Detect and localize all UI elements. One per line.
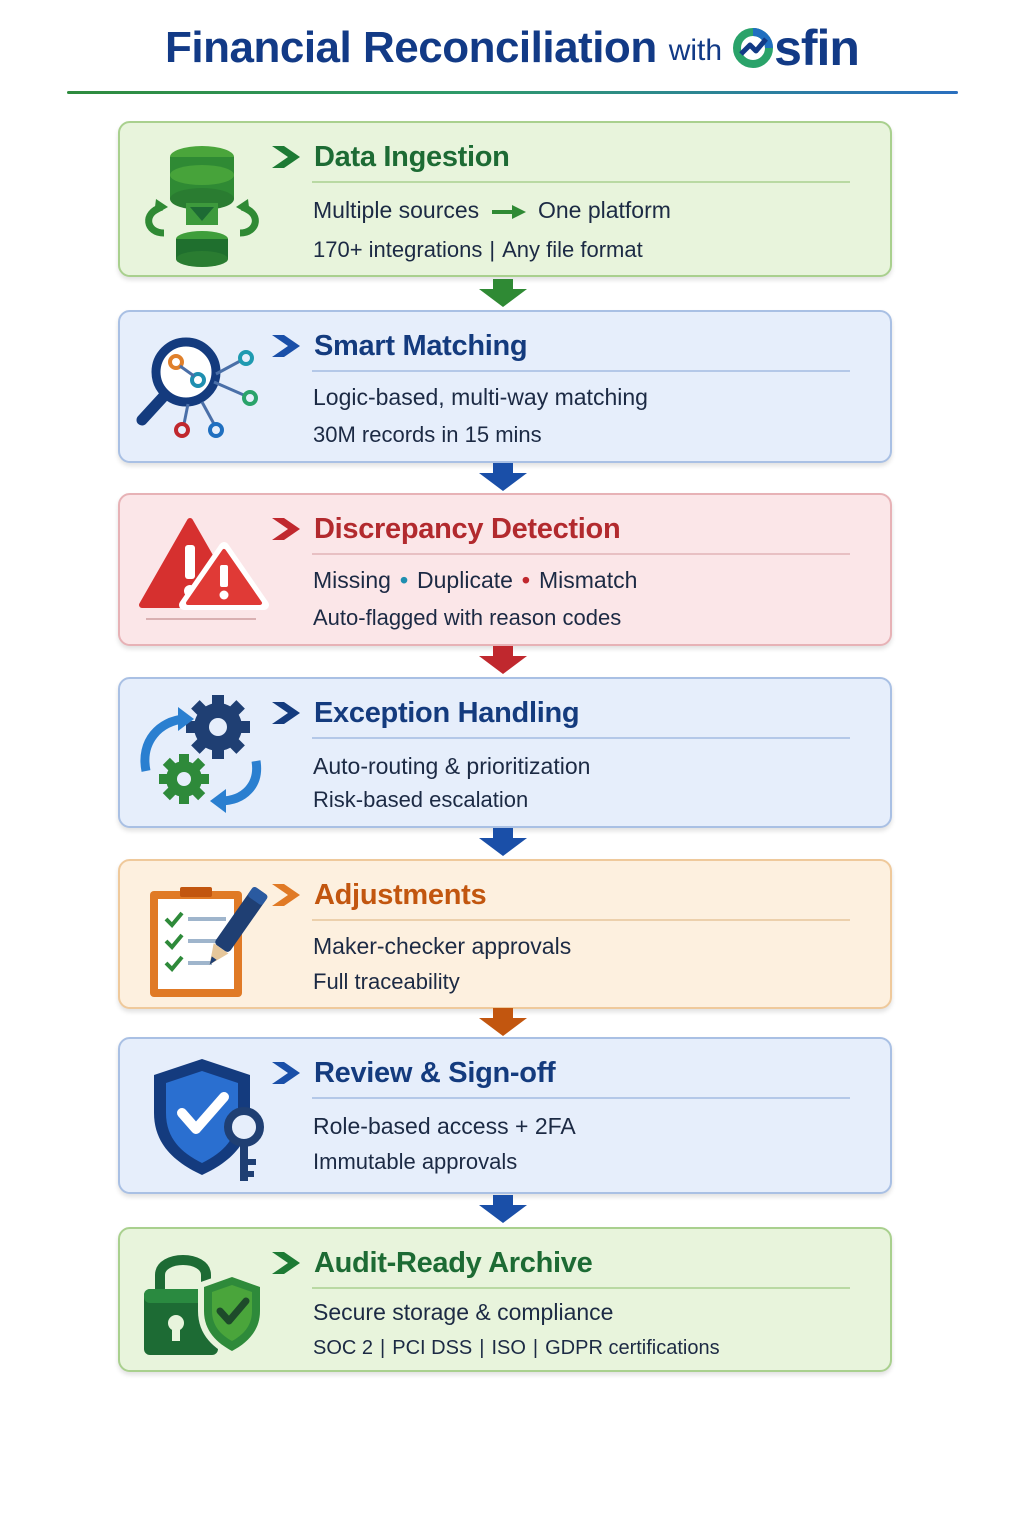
separator: | bbox=[380, 1337, 386, 1359]
chevron-right-icon bbox=[270, 144, 304, 170]
step-line-2 bbox=[313, 1337, 720, 1360]
step-title: Discrepancy Detection bbox=[314, 512, 621, 545]
flow-arrow-icon bbox=[475, 279, 531, 307]
step-smart-matching bbox=[118, 310, 892, 463]
flow-arrow-icon bbox=[475, 1008, 531, 1036]
header-divider bbox=[67, 91, 958, 94]
step-title: Review & Sign-off bbox=[314, 1056, 556, 1089]
step-header bbox=[270, 875, 850, 915]
step-line-1: Auto-routing & prioritization bbox=[313, 753, 591, 779]
page-title: Financial Reconciliation bbox=[165, 23, 657, 72]
step-header bbox=[270, 326, 850, 366]
step-text: Mismatch bbox=[538, 567, 638, 593]
flow-arrow-icon bbox=[475, 1195, 531, 1223]
flow-arrow-icon bbox=[475, 828, 531, 856]
page-header bbox=[0, 18, 1024, 78]
flow-arrow-icon bbox=[475, 463, 531, 491]
step-divider bbox=[312, 737, 850, 739]
step-discrepancy-detection bbox=[118, 493, 892, 646]
chevron-right-icon bbox=[270, 882, 304, 908]
step-header bbox=[270, 693, 850, 733]
step-line-1: Maker-checker approvals bbox=[313, 933, 572, 959]
step-line-2: 30M records in 15 mins bbox=[313, 422, 542, 447]
warning-icon bbox=[132, 507, 272, 639]
step-divider bbox=[312, 1097, 850, 1099]
step-line-2: Auto-flagged with reason codes bbox=[313, 605, 622, 630]
lock-shield-icon bbox=[132, 1241, 272, 1373]
bullet-dot: • bbox=[521, 567, 530, 593]
chevron-right-icon bbox=[270, 700, 304, 726]
database-icon bbox=[132, 135, 272, 267]
step-header bbox=[270, 1053, 850, 1093]
step-text: Missing bbox=[313, 567, 391, 593]
step-data-ingestion bbox=[118, 121, 892, 277]
step-line-1 bbox=[313, 567, 637, 594]
separator: | bbox=[479, 1337, 485, 1359]
separator: | bbox=[489, 237, 496, 262]
step-title: Smart Matching bbox=[314, 329, 528, 362]
step-divider bbox=[312, 553, 850, 555]
step-line-2: Full traceability bbox=[313, 969, 460, 994]
step-divider bbox=[312, 1287, 850, 1289]
chevron-right-icon bbox=[270, 1060, 304, 1086]
step-header bbox=[270, 1243, 850, 1283]
step-audit-ready-archive bbox=[118, 1227, 892, 1372]
step-line-1 bbox=[313, 197, 671, 224]
step-header bbox=[270, 137, 850, 177]
step-title: Exception Handling bbox=[314, 696, 580, 729]
step-line-1: Role-based access + 2FA bbox=[313, 1113, 576, 1139]
step-text: Duplicate bbox=[417, 567, 513, 593]
step-title: Audit-Ready Archive bbox=[314, 1246, 593, 1279]
step-line-1: Secure storage & compliance bbox=[313, 1299, 614, 1325]
brand-logo bbox=[730, 19, 859, 77]
separator: | bbox=[532, 1337, 539, 1359]
flow-arrow-icon bbox=[475, 646, 531, 674]
bullet-dot: • bbox=[399, 567, 409, 593]
chevron-right-icon bbox=[270, 1250, 304, 1276]
cert-gdpr: GDPR certifications bbox=[545, 1337, 720, 1359]
brand-text: sfin bbox=[774, 20, 859, 76]
step-line-2: Risk-based escalation bbox=[313, 787, 529, 812]
step-title: Data Ingestion bbox=[314, 140, 510, 173]
step-exception-handling bbox=[118, 677, 892, 828]
step-text: 170+ integrations bbox=[313, 237, 483, 262]
step-line-2 bbox=[313, 237, 643, 263]
step-divider bbox=[312, 370, 850, 372]
magnifier-network-icon bbox=[132, 324, 272, 456]
step-title: Adjustments bbox=[314, 878, 487, 911]
step-review-signoff bbox=[118, 1037, 892, 1194]
step-divider bbox=[312, 181, 850, 183]
chevron-right-icon bbox=[270, 333, 304, 359]
cert-pci-dss: PCI DSS bbox=[392, 1337, 473, 1359]
step-header bbox=[270, 509, 850, 549]
step-adjustments bbox=[118, 859, 892, 1009]
arrow-right-icon bbox=[490, 203, 528, 221]
step-text: Multiple sources bbox=[313, 197, 480, 223]
step-line-2: Immutable approvals bbox=[313, 1149, 518, 1174]
chevron-right-icon bbox=[270, 516, 304, 542]
step-line-1: Logic-based, multi-way matching bbox=[313, 384, 648, 410]
cert-soc2: SOC 2 bbox=[313, 1337, 374, 1359]
step-divider bbox=[312, 919, 850, 921]
step-text: Any file format bbox=[502, 237, 643, 262]
title-with-text: with bbox=[668, 34, 723, 67]
shield-key-icon bbox=[132, 1051, 272, 1183]
checklist-pen-icon bbox=[132, 873, 272, 1005]
step-text: One platform bbox=[537, 197, 671, 223]
cert-iso: ISO bbox=[491, 1337, 526, 1359]
brand-ring-icon bbox=[730, 25, 776, 71]
gears-icon bbox=[132, 691, 272, 823]
